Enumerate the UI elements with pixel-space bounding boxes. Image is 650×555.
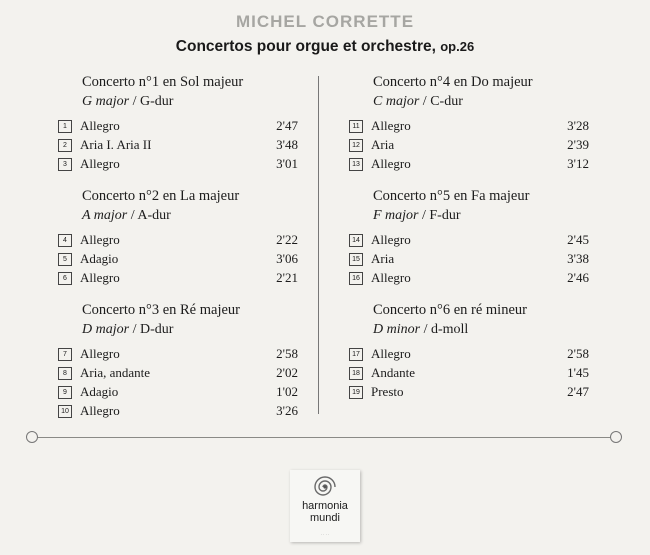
concerto-title: Concerto n°4 en Do majeur [373,74,533,90]
track-row [58,116,298,135]
track-number: 13 [349,158,363,171]
key-english: D major [82,322,130,337]
track-row [58,344,298,363]
track-duration: 2'47 [276,118,298,133]
track-duration: 2'22 [276,232,298,247]
key-separator: / [420,322,431,337]
track-number: 2 [58,139,72,152]
track-row [58,268,298,287]
key-separator: / [129,94,140,109]
key-english: D minor [373,322,421,337]
track-duration: 2'45 [567,232,589,247]
track-row [349,135,589,154]
right-circle-ornament [610,431,622,443]
key-german: C-dur [430,94,463,109]
track-duration: 3'01 [276,156,298,171]
track-number: 3 [58,158,72,171]
track-number: 9 [58,386,72,399]
track-name: Adagio [80,251,119,266]
track-row [349,344,589,363]
track-row [349,268,589,287]
track-number: 17 [349,348,363,361]
track-name: Allegro [80,270,120,285]
concerto-block [349,186,589,287]
track-number: 4 [58,234,72,247]
work-title-text: Concertos pour orgue et orchestre, [175,38,436,55]
key-english: C major [373,94,420,109]
track-duration: 3'26 [276,403,298,418]
track-name: Adagio [80,384,119,399]
key-separator: / [418,208,430,223]
logo-line-2: mundi [310,512,340,524]
track-row [58,401,298,420]
harmonia-mundi-logo [290,470,360,542]
track-duration: 3'38 [567,251,589,266]
track-name: Allegro [80,403,120,418]
track-name: Allegro [80,346,120,361]
key-german: F-dur [429,208,461,223]
concerto-title: Concerto n°1 en Sol majeur [82,74,244,90]
track-name: Allegro [371,156,411,171]
key-english: G major [82,94,130,109]
concerto-key [82,206,298,226]
track-name: Aria, andante [80,365,151,380]
track-number: 5 [58,253,72,266]
track-duration: 2'39 [567,137,589,152]
track-row [349,249,589,268]
track-number: 10 [58,405,72,418]
track-number: 7 [58,348,72,361]
track-name: Allegro [371,270,411,285]
track-list [58,344,298,420]
track-number: 19 [349,386,363,399]
track-row [58,249,298,268]
track-number: 11 [349,120,363,133]
track-row [349,116,589,135]
concerto-block [58,186,298,287]
key-separator: / [127,208,138,223]
concerto-key [373,92,589,112]
track-duration: 1'02 [276,384,298,399]
concerto-key [82,92,298,112]
track-row [349,230,589,249]
concerto-key [373,206,589,226]
logo-line-1: harmonia [302,500,348,512]
track-row [58,363,298,382]
track-name: Allegro [80,118,120,133]
track-duration: 3'28 [567,118,589,133]
track-name: Aria [371,137,395,152]
track-number: 1 [58,120,72,133]
track-number: 12 [349,139,363,152]
key-separator: / [419,94,431,109]
track-row [349,154,589,173]
concerto-block [349,300,589,401]
concerto-block [349,72,589,173]
logo-fine-print: · · · · [320,532,330,537]
track-number: 6 [58,272,72,285]
track-name: Andante [371,365,416,380]
track-duration: 3'12 [567,156,589,171]
track-name: Aria I. Aria II [80,137,152,152]
track-duration: 3'48 [276,137,298,152]
track-row [58,135,298,154]
track-list [58,116,298,173]
opus-number: op.26 [440,39,475,54]
left-circle-ornament [26,431,38,443]
spiral-logo-icon [309,474,341,500]
track-list [349,344,589,401]
track-list [349,116,589,173]
concerto-block [58,72,298,173]
key-german: d-moll [430,322,469,337]
track-list [349,230,589,287]
composer-name: MICHEL CORRETTE [235,12,415,31]
track-duration: 2'02 [276,365,298,380]
track-number: 14 [349,234,363,247]
track-number: 18 [349,367,363,380]
track-number: 16 [349,272,363,285]
key-english: A major [82,208,128,223]
track-name: Aria [371,251,395,266]
concerto-title: Concerto n°3 en Ré majeur [82,302,240,318]
track-name: Allegro [371,346,411,361]
track-row [58,154,298,173]
key-german: A-dur [137,208,171,223]
track-duration: 2'58 [567,346,589,361]
track-name: Allegro [371,118,411,133]
key-german: D-dur [139,322,174,337]
key-german: G-dur [139,94,174,109]
concerto-key [373,320,589,340]
track-duration: 2'21 [276,270,298,285]
track-row [58,382,298,401]
decorative-rule [34,437,614,438]
track-duration: 2'47 [567,384,589,399]
track-name: Allegro [80,156,120,171]
concerto-title: Concerto n°6 en ré mineur [373,302,527,318]
track-name: Presto [371,384,404,399]
track-duration: 2'46 [567,270,589,285]
track-duration: 2'58 [276,346,298,361]
concerto-title: Concerto n°2 en La majeur [82,188,240,204]
track-name: Allegro [80,232,120,247]
track-duration: 1'45 [567,365,589,380]
concerto-block [58,300,298,420]
key-english: F major [373,208,419,223]
concerto-title: Concerto n°5 en Fa majeur [373,188,530,204]
track-row [349,382,589,401]
track-row [349,363,589,382]
track-number: 8 [58,367,72,380]
track-name: Allegro [371,232,411,247]
track-row [58,230,298,249]
column-divider [318,76,319,414]
track-list [58,230,298,287]
work-title [0,38,650,56]
concerto-key [82,320,298,340]
key-separator: / [129,322,140,337]
track-number: 15 [349,253,363,266]
track-duration: 3'06 [276,251,298,266]
